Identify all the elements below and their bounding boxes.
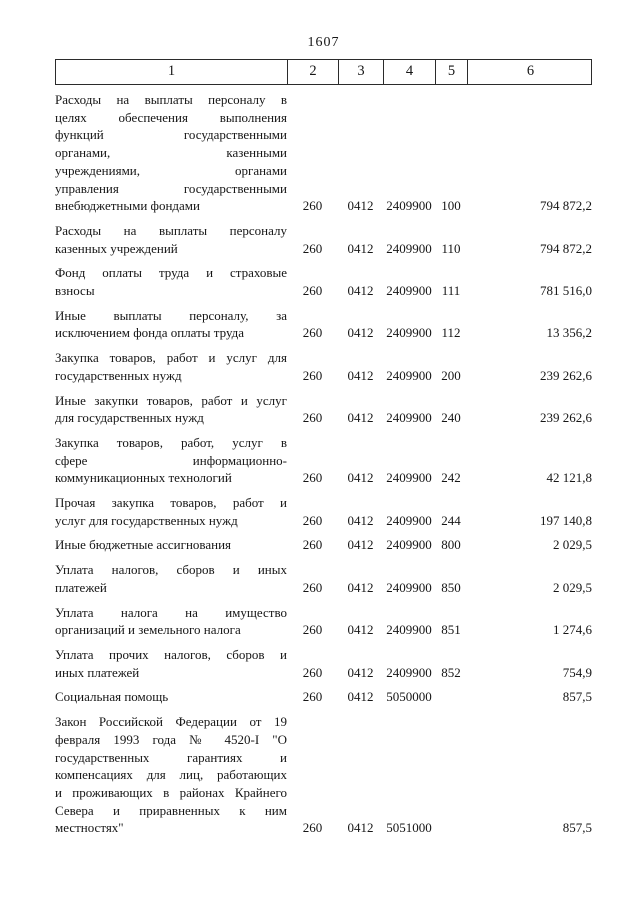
table-row bbox=[55, 713, 592, 837]
table-row bbox=[55, 307, 592, 342]
row-code-section: 0412 bbox=[347, 367, 374, 383]
row-code-target-item: 2409900 bbox=[386, 240, 432, 256]
row-code-section: 0412 bbox=[347, 689, 374, 705]
row-amount: 2 029,5 bbox=[553, 579, 592, 595]
row-name: Фонд оплаты труда и страховые взносы bbox=[55, 265, 287, 299]
table-row bbox=[55, 222, 592, 257]
row-code-chapter: 260 bbox=[302, 579, 323, 595]
table-row bbox=[55, 604, 592, 639]
row-code-target-item: 2409900 bbox=[386, 664, 432, 680]
row-amount: 197 140,8 bbox=[540, 512, 592, 528]
column-header-4: 4 bbox=[384, 60, 436, 84]
row-code-chapter: 260 bbox=[302, 198, 323, 214]
column-header-1: 1 bbox=[56, 60, 288, 84]
row-code-chapter: 260 bbox=[302, 240, 323, 256]
row-code-target-item: 2409900 bbox=[386, 512, 432, 528]
row-code-section: 0412 bbox=[347, 240, 374, 256]
column-header-2: 2 bbox=[288, 60, 339, 84]
table-header-row bbox=[55, 59, 592, 85]
row-code-expense-type: 240 bbox=[441, 410, 461, 426]
row-name: Иные выплаты персоналу, за исключением фонда оплаты труда bbox=[55, 307, 287, 341]
row-code-expense-type: 112 bbox=[441, 325, 461, 341]
row-code-chapter: 260 bbox=[302, 470, 323, 486]
row-name: Уплата налогов, сборов и иных платежей bbox=[55, 562, 287, 595]
row-name: Расходы на выплаты персоналу казенных учреждений bbox=[55, 222, 287, 256]
row-code-target-item: 2409900 bbox=[386, 367, 432, 383]
row-code-expense-type: 852 bbox=[441, 664, 461, 680]
row-code-chapter: 260 bbox=[302, 410, 323, 426]
table-row bbox=[55, 392, 592, 427]
row-code-chapter: 260 bbox=[302, 622, 323, 638]
table-row bbox=[55, 646, 592, 681]
row-amount: 794 872,2 bbox=[540, 198, 592, 214]
row-amount: 857,5 bbox=[562, 820, 592, 836]
column-header-5: 5 bbox=[436, 60, 468, 84]
row-code-target-item: 2409900 bbox=[386, 579, 432, 595]
row-code-expense-type: 244 bbox=[441, 512, 461, 528]
row-code-expense-type: 800 bbox=[441, 537, 461, 553]
row-amount: 42 121,8 bbox=[546, 470, 592, 486]
row-code-chapter: 260 bbox=[302, 664, 323, 680]
row-name: Прочая закупка товаров, работ и услуг для государственных нужд bbox=[55, 495, 287, 528]
row-code-expense-type: 851 bbox=[441, 622, 461, 638]
row-code-expense-type: 850 bbox=[441, 579, 461, 595]
row-amount: 2 029,5 bbox=[553, 537, 592, 553]
row-code-chapter: 260 bbox=[302, 325, 323, 341]
row-name: Социальная помощь bbox=[55, 689, 169, 705]
table-body bbox=[55, 91, 592, 837]
row-code-chapter: 260 bbox=[302, 283, 323, 299]
row-code-target-item: 2409900 bbox=[386, 470, 432, 486]
row-code-target-item: 2409900 bbox=[386, 622, 432, 638]
page-number: 1607 bbox=[307, 35, 340, 50]
row-code-section: 0412 bbox=[347, 579, 374, 595]
table-row bbox=[55, 264, 592, 299]
row-code-expense-type: 110 bbox=[441, 240, 461, 256]
row-code-section: 0412 bbox=[347, 283, 374, 299]
row-name: Расходы на выплаты персоналу в целях обеспечения выполнения функций государственными органами, казенными учреждениями, органами управления государственными внебюджетными фондами bbox=[55, 92, 287, 214]
row-code-expense-type: 111 bbox=[441, 283, 461, 299]
page-content bbox=[55, 0, 592, 837]
row-amount: 794 872,2 bbox=[540, 240, 592, 256]
row-code-target-item: 2409900 bbox=[386, 410, 432, 426]
row-amount: 857,5 bbox=[562, 689, 592, 705]
row-code-section: 0412 bbox=[347, 512, 374, 528]
row-name: Закон Российской Федерации от 19 февраля 1993 года № 4520-I "О государственных гарантиях и компенсациях для лиц, работающих и проживающих в районах Крайнего Севера и приравненных к ним местностях" bbox=[55, 714, 287, 836]
row-code-chapter: 260 bbox=[302, 537, 323, 553]
row-name: Закупка товаров, работ, услуг в сфере информационно- коммуникационных технологий bbox=[55, 434, 287, 486]
row-name: Уплата прочих налогов, сборов и иных платежей bbox=[55, 646, 287, 680]
table-row bbox=[55, 434, 592, 487]
table-row bbox=[55, 494, 592, 529]
row-code-expense-type: 242 bbox=[441, 470, 461, 486]
row-amount: 754,9 bbox=[562, 664, 592, 680]
row-code-target-item: 2409900 bbox=[386, 283, 432, 299]
row-code-section: 0412 bbox=[347, 410, 374, 426]
row-code-section: 0412 bbox=[347, 325, 374, 341]
row-name: Закупка товаров, работ и услуг для государственных нужд bbox=[55, 350, 287, 383]
row-name: Уплата налога на имущество организаций и земельного налога bbox=[55, 604, 287, 638]
table-row bbox=[55, 561, 592, 596]
row-code-section: 0412 bbox=[347, 664, 374, 680]
row-code-target-item: 2409900 bbox=[386, 325, 432, 341]
row-name: Иные бюджетные ассигнования bbox=[55, 537, 232, 553]
row-code-target-item: 5051000 bbox=[386, 820, 432, 836]
row-amount: 1 274,6 bbox=[553, 622, 592, 638]
table-row bbox=[55, 536, 592, 554]
row-code-chapter: 260 bbox=[302, 820, 323, 836]
table-row bbox=[55, 349, 592, 384]
row-code-chapter: 260 bbox=[302, 512, 323, 528]
row-amount: 781 516,0 bbox=[540, 283, 592, 299]
row-code-section: 0412 bbox=[347, 470, 374, 486]
row-code-expense-type: 200 bbox=[441, 367, 461, 383]
column-header-6: 6 bbox=[526, 63, 535, 79]
column-header-3: 3 bbox=[339, 60, 384, 84]
row-code-target-item: 2409900 bbox=[386, 198, 432, 214]
row-code-section: 0412 bbox=[347, 820, 374, 836]
row-amount: 13 356,2 bbox=[546, 325, 592, 341]
row-code-chapter: 260 bbox=[302, 367, 323, 383]
row-code-target-item: 5050000 bbox=[386, 689, 432, 705]
row-amount: 239 262,6 bbox=[540, 367, 592, 383]
row-code-target-item: 2409900 bbox=[386, 537, 432, 553]
row-code-section: 0412 bbox=[347, 198, 374, 214]
row-code-section: 0412 bbox=[347, 537, 374, 553]
row-code-expense-type: 100 bbox=[441, 198, 461, 214]
table-row bbox=[55, 688, 592, 706]
row-name: Иные закупки товаров, работ и услуг для государственных нужд bbox=[55, 392, 287, 426]
row-amount: 239 262,6 bbox=[540, 410, 592, 426]
table-row bbox=[55, 91, 592, 215]
row-code-section: 0412 bbox=[347, 622, 374, 638]
row-code-chapter: 260 bbox=[302, 689, 323, 705]
